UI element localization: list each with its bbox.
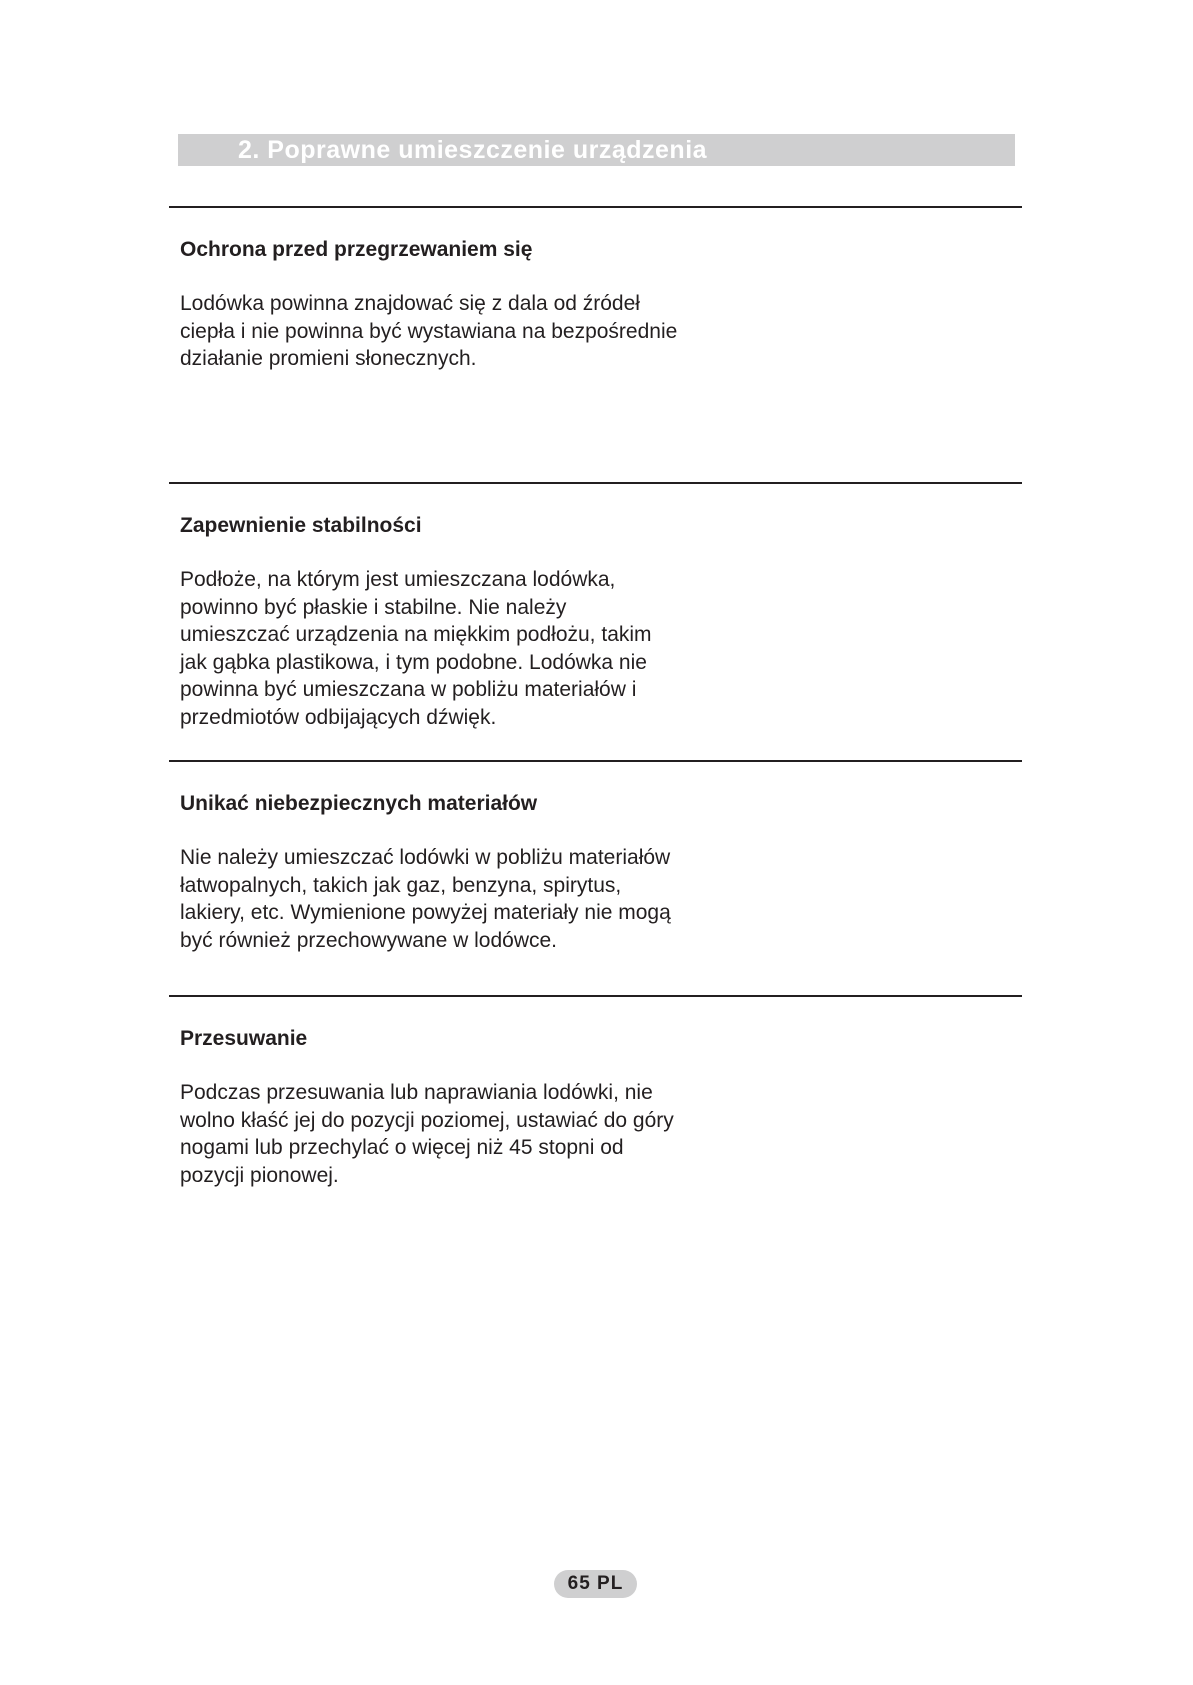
body-line: być również przechowywane w lodówce. [180,928,558,952]
section-header-bar [178,134,1015,166]
divider [169,995,1022,997]
body-line: powinno być płaskie i stabilne. Nie należy [180,595,567,619]
divider [169,482,1022,484]
page-number-badge: 65 PL [554,1570,637,1598]
body-line: powinna być umieszczana w pobliżu materiałów i [180,678,637,702]
body-line: umieszczać urządzenia na miękkim podłożu, takim [180,623,652,647]
body-line: Podłoże, na którym jest umieszczana lodówka, [180,568,616,591]
section-body [180,290,800,373]
body-line: pozycji pionowej. [180,1163,339,1187]
section-heading: Przesuwanie [180,1027,308,1050]
divider [169,206,1022,208]
body-line: Lodówka powinna znajdować się z dala od źródeł [180,292,640,315]
body-line: nogami lub przechylać o więcej niż 45 stopni od [180,1136,624,1160]
body-line: łatwopalnych, takich jak gaz, benzyna, spirytus, [180,873,622,897]
body-line: lakiery, etc. Wymienione powyżej materiały nie mogą [180,901,671,925]
body-line: ciepła i nie powinna być wystawiana na bezpośrednie [180,319,678,343]
section-body [180,844,800,954]
body-line: Nie należy umieszczać lodówki w pobliżu materiałów [180,846,671,869]
section-body [180,1079,800,1189]
section-heading: Zapewnienie stabilności [180,514,422,537]
section-overheating [180,237,800,373]
divider [169,760,1022,762]
body-line: Podczas przesuwania lub naprawiania lodówki, nie [180,1081,653,1104]
section-stability [180,513,800,732]
section-moving [180,1026,800,1189]
body-line: jak gąbka plastikowa, i tym podobne. Lodówka nie [180,650,647,674]
body-line: wolno kłaść jej do pozycji poziomej, ustawiać do góry [180,1108,674,1132]
body-line: przedmiotów odbijających dźwięk. [180,705,497,729]
section-hazardous-materials [180,791,800,954]
section-body [180,566,800,732]
page-title: 2. Poprawne umieszczenie urządzenia [238,136,708,164]
body-line: działanie promieni słonecznych. [180,347,477,371]
section-heading: Unikać niebezpiecznych materiałów [180,792,538,815]
section-heading: Ochrona przed przegrzewaniem się [180,238,533,261]
